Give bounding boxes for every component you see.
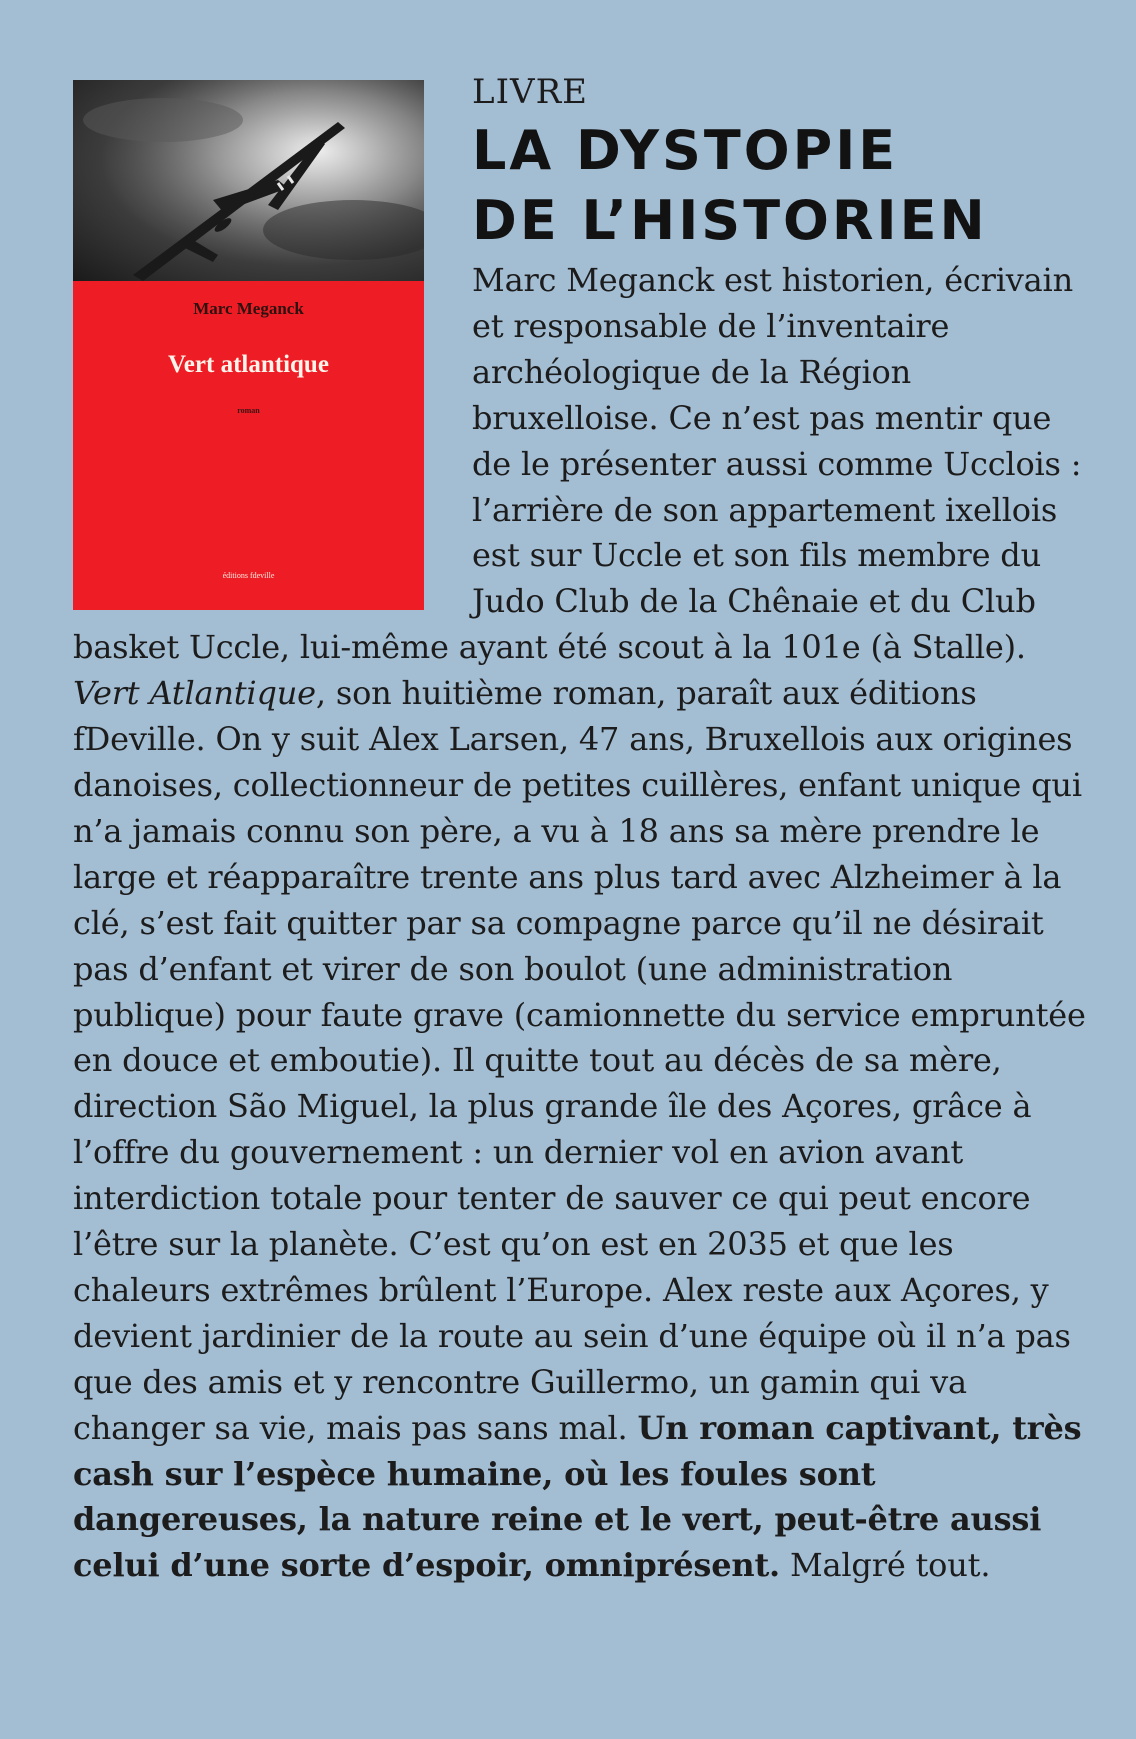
body-main: , son huitième roman, paraît aux éditions fDeville. On y suit Alex Larsen, 47 ans, Bruxellois aux origines danoises, collectionneur de petites cuillères, enfant unique qui n’a jamais connu son père, a vu à 18 ans sa mère prendre le large et réapparaître trente ans plus tard avec Alzheimer à la clé, s’est fait quitter par sa compagne parce qu’il ne désirait pas d’enfant et virer de son boulot (une administration publique) pour faute grave (camionnette du service empruntée en douce et emboutie). Il quitte tout au décès de sa mère, direction São Miguel, la plus grande île des Açores, grâce à l’offre du gouvernement : un dernier vol en avion avant interdiction totale pour tenter de sauver ce qui peut encore l’être sur la planète. C’est qu’on est en 2035 et que les chaleurs extrêmes brûlent l’Europe. Alex reste aux Açores, y devient jardinier de la route au sein d’une équipe où il n’a pas que des amis et y rencontre Guillermo, un gamin qui va changer sa vie, mais pas sans mal. [73, 674, 1086, 1447]
cover-publisher: éditions fdeville [222, 571, 275, 580]
headline-line-1: LA DYSTOPIE [472, 119, 899, 182]
body-ending: Malgré tout. [779, 1546, 991, 1585]
body-intro: Marc Meganck est historien, écrivain et responsable de l’inventaire archéologique de la Région bruxelloise. Ce n’est pas mentir que de le présenter aussi comme Ucclois : l’arrière de son appartement ixellois est sur Uccle et son fils membre du Judo Club de la Chênaie et du Club basket Uccle, lui-même ayant été scout à la 101e (à Stalle). [73, 261, 1082, 667]
headline-line-2: DE L’HISTORIEN [472, 189, 988, 252]
section-kicker: LIVRE [472, 72, 588, 112]
book-title-italic: Vert Atlantique [73, 674, 316, 713]
body-verdict-bold: Un roman captivant, très cash sur l’espèce humaine, où les foules sont dangereuses, la nature reine et le vert, peut-être aussi celui d’une sorte d’espoir, omniprésent. [73, 1408, 1082, 1585]
cover-author: Marc Meganck [193, 299, 304, 318]
cover-panel [73, 281, 424, 610]
article [73, 72, 1093, 1589]
book-cover [73, 80, 424, 610]
airplane-in-clouds-icon [73, 80, 424, 281]
cover-title: Vert atlantique [168, 351, 329, 378]
cover-genre: roman [237, 406, 260, 415]
